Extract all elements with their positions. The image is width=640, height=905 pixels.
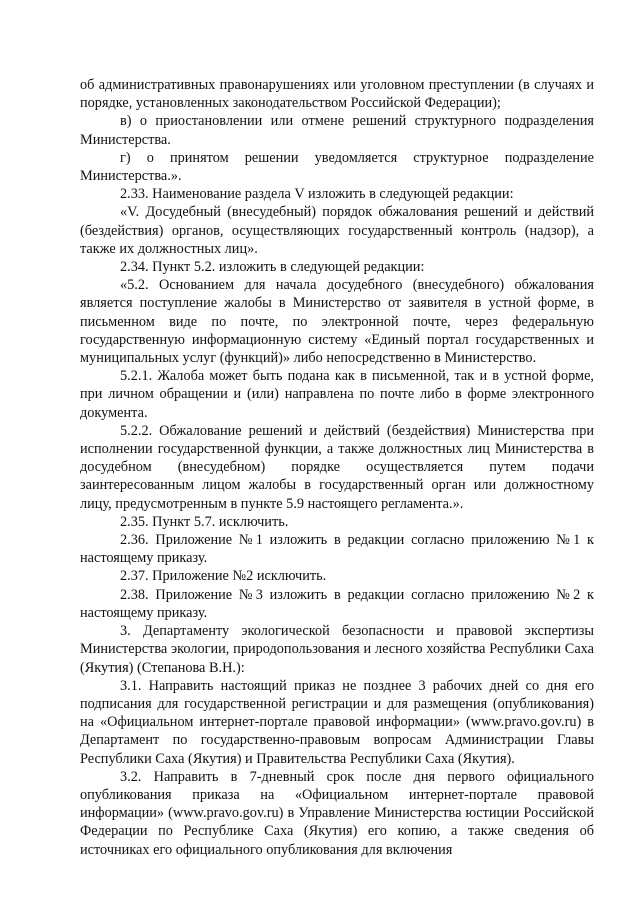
- paragraph-item-g: г) о принятом решении уведомляется структурное подразделение Министерства.».: [80, 149, 594, 185]
- paragraph-3-1: 3.1. Направить настоящий приказ не позднее 3 рабочих дней со дня его подписания для государственной регистрации и для размещения (опубликования) на «Официальном интернет-портале правовой информации» (www.pravo.gov.ru) в Департамент по государственно-правовым вопросам Администрации Главы Республики Саха (Якутия) и Правительства Республики Саха (Якутия).: [80, 677, 594, 767]
- paragraph-3-2: 3.2. Направить в 7-дневный срок после дня первого официального опубликования приказа на «Официальном интернет-портале правовой информации» (www.pravo.gov.ru) в Управление Министерства юстиции Российской Федерации по Республике Саха (Якутия) его копию, а также сведения об источниках его официального опубликования для включения: [80, 768, 594, 858]
- paragraph-3: 3. Департаменту экологической безопасности и правовой экспертизы Министерства экологии, природопользования и лесного хозяйства Республики Саха (Якутия) (Степанова В.Н.):: [80, 623, 594, 676]
- paragraph-continuation: об административных правонарушениях или уголовном преступлении (в случаях и порядке, установленных законодательством Российской Федерации);: [80, 77, 594, 112]
- paragraph-2-35: 2.35. Пункт 5.7. исключить.: [120, 513, 289, 530]
- paragraph-2-34: 2.34. Пункт 5.2. изложить в следующей редакции:: [120, 259, 425, 276]
- paragraph-5-2: «5.2. Основанием для начала досудебного (внесудебного) обжалования является поступление жалобы в Министерство от заявителя в устной форме, в письменном виде по почте, по электронной почте, через федеральную государственную информационную систему «Единый портал государственных и муниципальных услуг (функций)» либо непосредственно в Министерство.: [80, 277, 594, 367]
- paragraph-5-2-1: 5.2.1. Жалоба может быть подана как в письменной, так и в устной форме, при личном обращении и (или) направлена по почте либо в форме электронного документа.: [80, 368, 594, 421]
- paragraph-2-37: 2.37. Приложение №2 исключить.: [120, 568, 327, 585]
- paragraph-2-38: 2.38. Приложение №3 изложить в редакции согласно приложению №2 к настоящему приказу.: [80, 586, 594, 621]
- paragraph-section-v-title: «V. Досудебный (внесудебный) порядок обжалования решений и действий (бездействия) органов, осуществляющих государственный контроль (надзор), а также их должностных лиц».: [80, 204, 594, 257]
- document-page: [80, 76, 594, 859]
- paragraph-5-2-2: 5.2.2. Обжалование решений и действий (бездействия) Министерства при исполнении государственной функции, а также должностных лиц Министерства в досудебном (внесудебном) порядке осуществляется путем подачи заинтересованным лицом жалобы в государственный орган или должностному лицу, предусмотренным в пункте 5.9 настоящего регламента.».: [80, 422, 594, 512]
- paragraph-item-v: в) о приостановлении или отмене решений структурного подразделения Министерства.: [80, 113, 594, 148]
- paragraph-2-36: 2.36. Приложение №1 изложить в редакции согласно приложению №1 к настоящему приказу.: [80, 532, 594, 567]
- paragraph-2-33: 2.33. Наименование раздела V изложить в следующей редакции:: [120, 186, 514, 203]
